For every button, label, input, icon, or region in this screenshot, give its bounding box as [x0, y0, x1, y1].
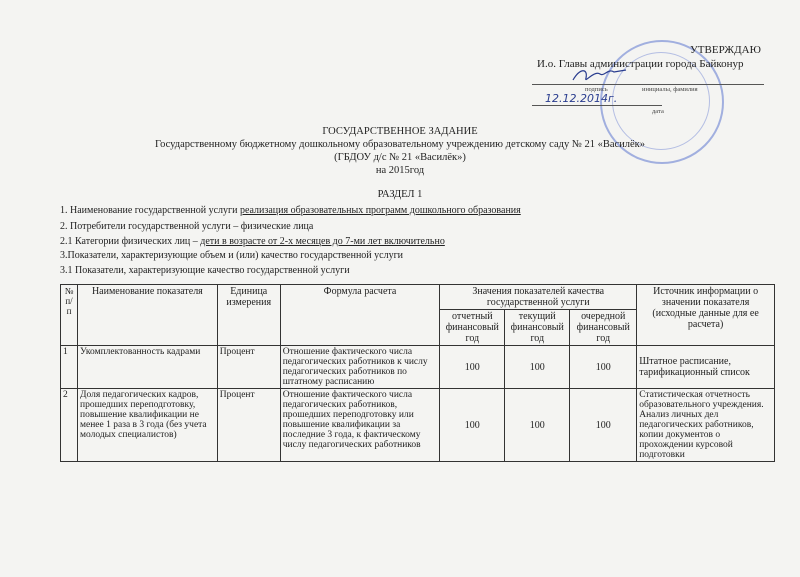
- row-next-value: 100: [570, 346, 637, 389]
- col-header-source: Источник информации о значении показателя (исходные данные для ее расчета): [637, 285, 775, 346]
- row-name: Укомплектованность кадрами: [77, 346, 217, 389]
- categories-value: дети в возрасте от 2-х месяцев до 7-ми лет включительно: [200, 236, 445, 247]
- row-num: 1: [61, 346, 78, 389]
- row-formula: Отношение фактического числа педагогических работников к числу педагогических работников по штатному расписанию: [280, 346, 440, 389]
- quality-indicators-line: 3.1 Показатели, характеризующие качество государственной услуги: [60, 265, 350, 276]
- section-title: РАЗДЕЛ 1: [377, 189, 423, 200]
- row-source: Штатное расписание, тарификационный список: [637, 346, 775, 389]
- categories-line: [60, 236, 445, 247]
- date-line: [532, 105, 662, 106]
- row-next-value: 100: [570, 389, 637, 462]
- signature-line: [532, 84, 764, 85]
- col-header-unit: Единица измерения: [217, 285, 280, 346]
- service-name-value: реализация образовательных программ дошкольного образования: [239, 205, 521, 216]
- date-caption: дата: [652, 108, 664, 115]
- row-current-value: 100: [505, 346, 570, 389]
- signature: [570, 64, 630, 86]
- row-unit: Процент: [217, 346, 280, 389]
- document-title: ГОСУДАРСТВЕННОЕ ЗАДАНИЕ: [322, 126, 478, 137]
- service-name-line: [60, 205, 521, 216]
- col-header-formula: Формула расчета: [280, 285, 440, 346]
- document-year: на 2015год: [375, 165, 425, 176]
- institution-name: Государственному бюджетному дошкольному образовательному учреждению детскому саду № 21 «Василёк»: [154, 139, 646, 150]
- quality-indicators-table: [60, 284, 775, 462]
- row-report-value: 100: [440, 346, 505, 389]
- row-name: Доля педагогических кадров, прошедших переподготовку, повышение квалификации не менее 1 раза в 3 года (без учета молодых специалистов): [77, 389, 217, 462]
- table-row: [61, 346, 775, 389]
- categories-label: 2.1 Категории физических лиц –: [60, 236, 201, 247]
- name-caption: инициалы, фамилия: [642, 86, 698, 93]
- col-header-report-year: отчетный финансовый год: [440, 310, 505, 346]
- handwritten-date: 12.12.2014г.: [545, 92, 618, 105]
- signature-caption: подпись: [585, 86, 608, 93]
- col-header-name: Наименование показателя: [77, 285, 217, 346]
- row-unit: Процент: [217, 389, 280, 462]
- row-source: Статистическая отчетность образовательного учреждения. Анализ личных дел педагогических работников, копии документов о прохождении курсовой подготовки: [637, 389, 775, 462]
- row-formula: Отношение фактического числа педагогических работников, прошедших переподготовку или повышение квалификации за последние 3 года, к фактическому числу педагогических работников: [280, 389, 440, 462]
- col-header-current-year: текущий финансовый год: [505, 310, 570, 346]
- table-row: [61, 389, 775, 462]
- row-report-value: 100: [440, 389, 505, 462]
- service-name-label: 1. Наименование государственной услуги: [60, 205, 240, 216]
- approval-title: УТВЕРЖДАЮ: [690, 44, 761, 56]
- row-current-value: 100: [505, 389, 570, 462]
- consumers-line: 2. Потребители государственной услуги – физические лица: [60, 221, 314, 232]
- col-header-next-year: очередной финансовый год: [570, 310, 637, 346]
- col-header-values: Значения показателей качества государственной услуги: [440, 285, 637, 310]
- institution-short-name: (ГБДОУ д/с № 21 «Василёк»): [334, 152, 466, 163]
- approval-official: И.о. Главы администрации города Байконур: [537, 58, 744, 70]
- col-header-num: № п/п: [61, 285, 78, 346]
- row-num: 2: [61, 389, 78, 462]
- indicators-line: 3.Показатели, характеризующие объем и (или) качество государственной услуги: [60, 250, 404, 261]
- table-header-row: [61, 285, 775, 310]
